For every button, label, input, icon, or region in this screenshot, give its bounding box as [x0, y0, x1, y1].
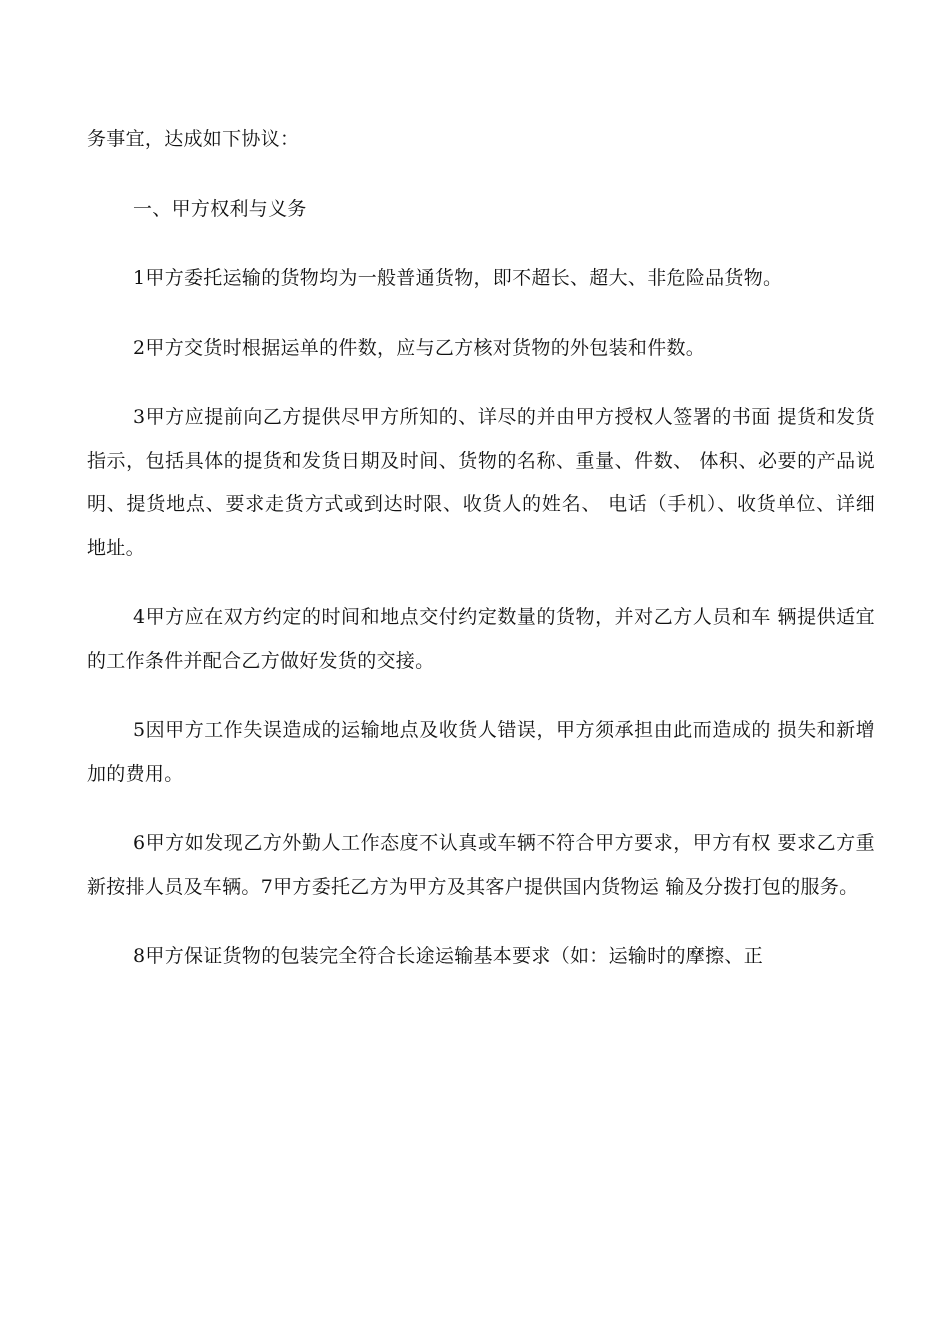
clause-6-7: 6甲方如发现乙方外勤人工作态度不认真或车辆不符合甲方要求，甲方有权 要求乙方重新按排人员及车辆。7甲方委托乙方为甲方及其客户提供国内货物运 输及分拨打包的服务。	[87, 832, 875, 898]
clause-2: 2甲方交货时根据运单的件数，应与乙方核对货物的外包装和件数。	[133, 336, 706, 359]
clause-5: 5因甲方工作失误造成的运输地点及收货人错误，甲方须承担由此而造成的 损失和新增加的费用。	[87, 719, 875, 785]
clause-8: 8甲方保证货物的包装完全符合长途运输基本要求（如：运输时的摩擦、正	[133, 945, 763, 967]
paragraph-continuation: 务事宜，达成如下协议：	[87, 128, 300, 150]
clause-1: 1甲方委托运输的货物均为一般普通货物，即不超长、超大、非危险品货物。	[133, 267, 783, 289]
document-page	[87, 118, 875, 979]
clause-4: 4甲方应在双方约定的时间和地点交付约定数量的货物，并对乙方人员和车 辆提供适宜的工作条件并配合乙方做好发货的交接。	[87, 606, 875, 672]
clause-3: 3甲方应提前向乙方提供尽甲方所知的、详尽的并由甲方授权人签署的书面 提货和发货指示，包括具体的提货和发货日期及时间、货物的名称、重量、件数、 体积、必要的产品说明、提货地点、要求走货方式或到达时限、收货人的姓名、 电话（手机）、收货单位、详细地址。	[87, 406, 875, 559]
section-heading: 一、甲方权利与义务	[133, 197, 307, 220]
